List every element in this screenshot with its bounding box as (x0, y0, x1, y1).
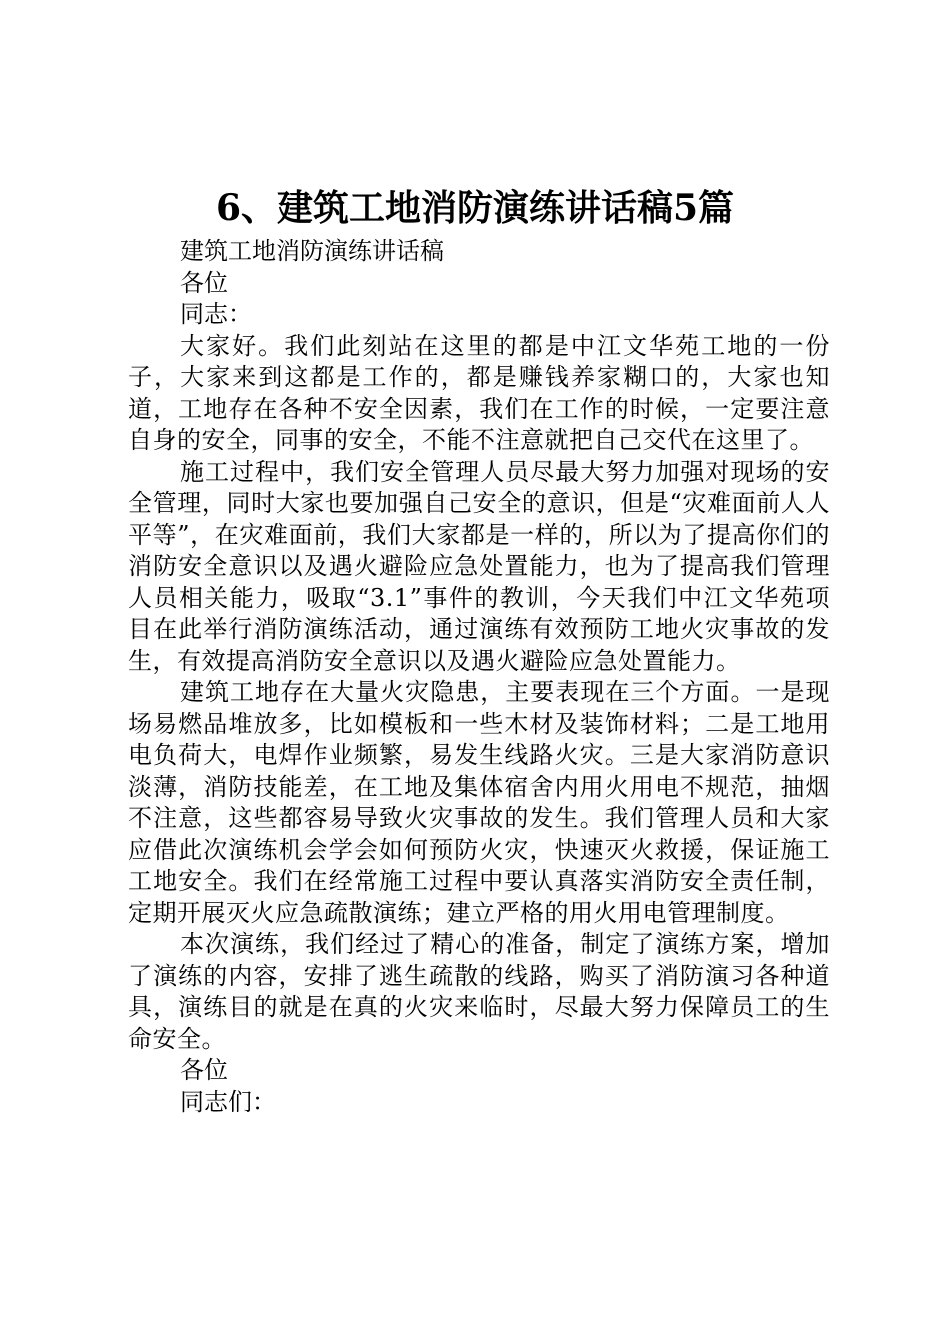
paragraph-2: 施工过程中，我们安全管理人员尽最大努力加强对现场的安全管理，同时大家也要加强自己安全的意识，但是“灾难面前人人平等”，在灾难面前，我们大家都是一样的，所以为了提高你们的消防安全意识以及遇火避险应急处置能力，也为了提高我们管理人员相关能力，吸取“3.1”事件的教训，今天我们中江文华苑项目在此举行消防演练活动，通过演练有效预防工地火灾事故的发生，有效提高消防安全意识以及遇火避险应急处置能力。 (128, 457, 830, 675)
document-body (128, 236, 830, 1118)
closing-line-1: 各位 (180, 1056, 228, 1084)
salutation-line-1: 各位 (180, 268, 228, 297)
paragraph-1: 大家好。我们此刻站在这里的都是中江文华苑工地的一份子，大家来到这都是工作的，都是赚钱养家糊口的，大家也知道，工地存在各种不安全因素，我们在工作的时候，一定要注意自身的安全，同事的安全，不能不注意就把自己交代在这里了。 (128, 331, 830, 454)
document-title: 6、建筑工地消防演练讲话稿5篇 (215, 187, 735, 229)
salutation-line-2: 同志： (180, 300, 252, 328)
paragraph-4: 本次演练，我们经过了精心的准备，制定了演练方案，增加了演练的内容，安排了逃生疏散的线路，购买了消防演习各种道具，演练目的就是在真的火灾来临时，尽最大努力保障员工的生命安全。 (128, 930, 830, 1053)
paragraph-3: 建筑工地存在大量火灾隐患，主要表现在三个方面。一是现场易燃品堆放多，比如模板和一些木材及装饰材料；二是工地用电负荷大，电焊作业频繁，易发生线路火灾。三是大家消防意识淡薄，消防技能差，在工地及集体宿舍内用火用电不规范，抽烟不注意，这些都容易导致火灾事故的发生。我们管理人员和大家应借此次演练机会学会如何预防火灾，快速灭火救援，保证施工工地安全。我们在经常施工过程中要认真落实消防安全责任制，定期开展灭火应急疏散演练；建立严格的用火用电管理制度。 (128, 678, 830, 927)
closing-line-2: 同志们： (180, 1087, 276, 1116)
subtitle: 建筑工地消防演练讲话稿 (180, 237, 444, 265)
